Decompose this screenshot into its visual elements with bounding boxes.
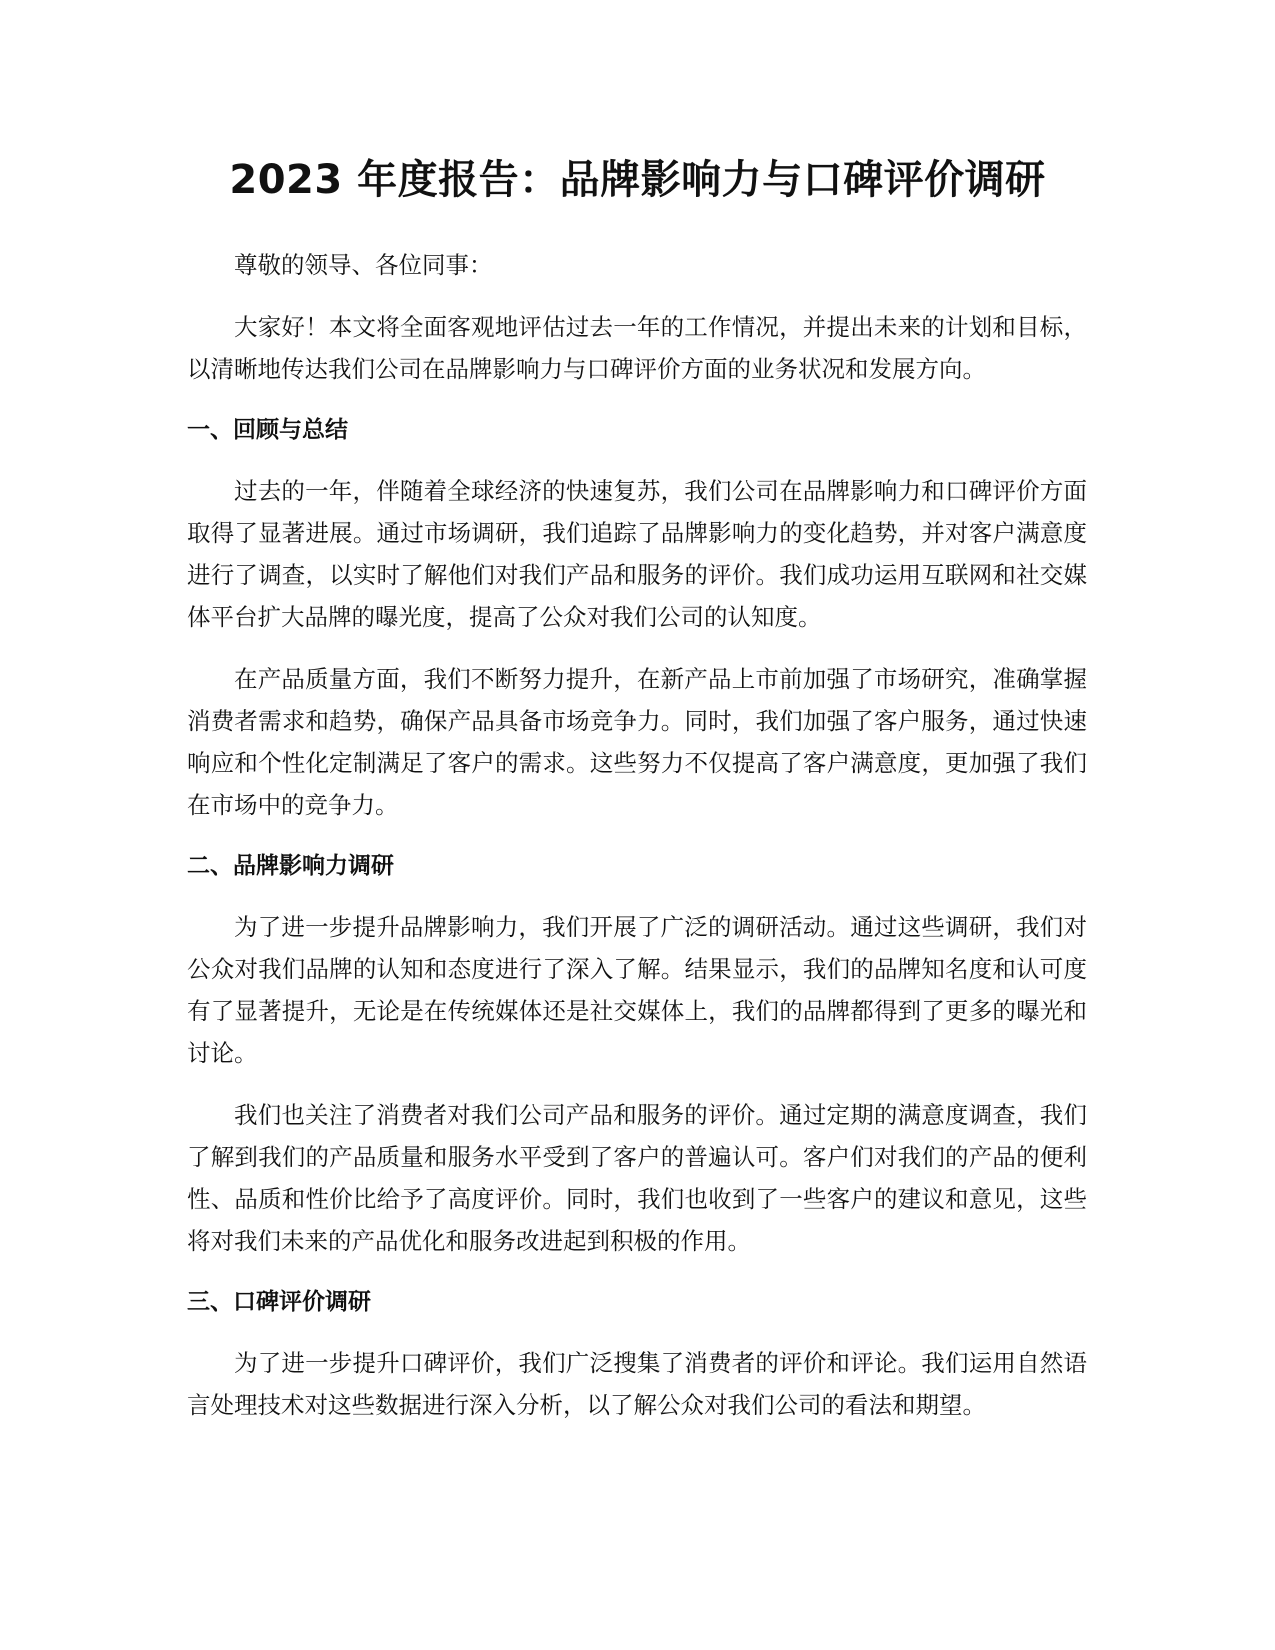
section-review (187, 410, 1087, 826)
section-paragraph: 过去的一年，伴随着全球经济的快速复苏，我们公司在品牌影响力和口碑评价方面取得了显著进展。通过市场调研，我们追踪了品牌影响力的变化趋势，并对客户满意度进行了调查，以实时了解他们对我们产品和服务的评价。我们成功运用互联网和社交媒体平台扩大品牌的曝光度，提高了公众对我们公司的认知度。 (187, 477, 1087, 631)
intro-paragraph: 大家好！本文将全面客观地评估过去一年的工作情况，并提出未来的计划和目标，以清晰地传达我们公司在品牌影响力与口碑评价方面的业务状况和发展方向。 (187, 313, 1087, 383)
section-paragraph: 在产品质量方面，我们不断努力提升，在新产品上市前加强了市场研究，准确掌握消费者需求和趋势，确保产品具备市场竞争力。同时，我们加强了客户服务，通过快速响应和个性化定制满足了客户的需求。这些努力不仅提高了客户满意度，更加强了我们在市场中的竞争力。 (187, 665, 1087, 819)
document-title: 2023 年度报告：品牌影响力与口碑评价调研 (229, 157, 1046, 203)
document-body (187, 244, 1087, 1446)
section-heading: 一、回顾与总结 (187, 417, 348, 443)
section-paragraph: 为了进一步提升品牌影响力，我们开展了广泛的调研活动。通过这些调研，我们对公众对我们品牌的认知和态度进行了深入了解。结果显示，我们的品牌知名度和认可度有了显著提升，无论是在传统媒体还是社交媒体上，我们的品牌都得到了更多的曝光和讨论。 (187, 913, 1087, 1067)
section-brand-influence (187, 846, 1087, 1262)
section-heading: 二、品牌影响力调研 (187, 853, 394, 879)
section-reputation (187, 1282, 1087, 1426)
section-heading: 三、口碑评价调研 (187, 1289, 371, 1315)
section-paragraph: 我们也关注了消费者对我们公司产品和服务的评价。通过定期的满意度调查，我们了解到我们的产品质量和服务水平受到了客户的普遍认可。客户们对我们的产品的便利性、品质和性价比给予了高度评价。同时，我们也收到了一些客户的建议和意见，这些将对我们未来的产品优化和服务改进起到积极的作用。 (187, 1101, 1087, 1255)
section-paragraph: 为了进一步提升口碑评价，我们广泛搜集了消费者的评价和评论。我们运用自然语言处理技术对这些数据进行深入分析，以了解公众对我们公司的看法和期望。 (187, 1349, 1087, 1419)
greeting-paragraph: 尊敬的领导、各位同事： (234, 251, 493, 279)
